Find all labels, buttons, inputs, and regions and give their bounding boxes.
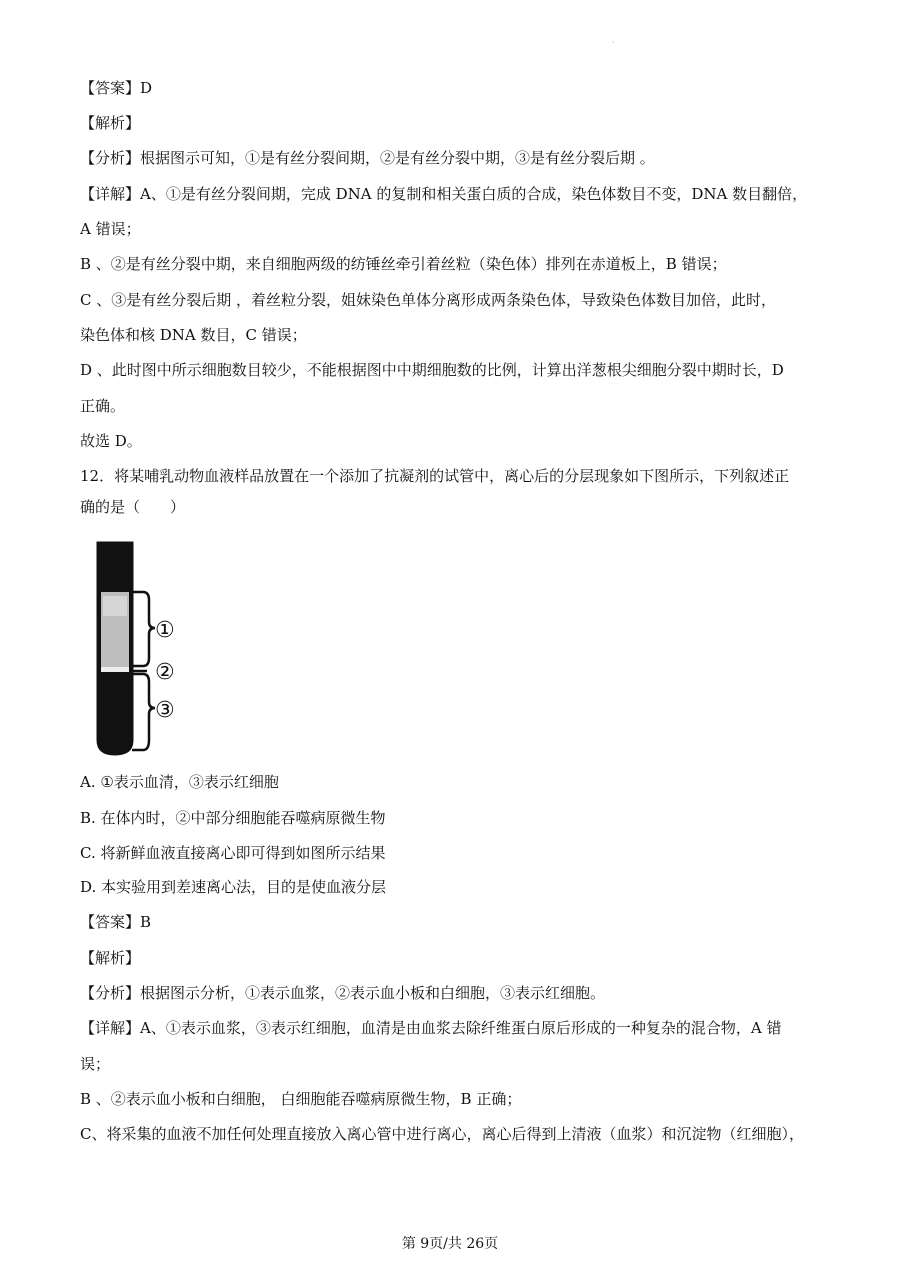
centrifuge-tube-figure bbox=[95, 540, 195, 760]
detail-line: C 、③是有丝分裂后期 ，着丝粒分裂，姐妹染色单体分离形成两条染色体，导致染色体数目加倍，此时， bbox=[80, 291, 777, 309]
buffy-coat-layer bbox=[101, 667, 129, 672]
option-d: D. 本实验用到差速离心法，目的是使血液分层 bbox=[80, 878, 387, 896]
detail-line: A 错误； bbox=[80, 220, 141, 238]
top-mark: · bbox=[612, 38, 615, 47]
detail-line: 【详解】A、①是有丝分裂间期，完成 DNA 的复制和相关蛋白质的合成，染色体数目不变，DNA 数目翻倍， bbox=[80, 185, 808, 203]
detail-line: 【详解】A、①表示血浆，③表示红细胞，血清是由血浆去除纤维蛋白原后形成的一种复杂的混合物，A 错 bbox=[80, 1019, 782, 1037]
label-2: ② bbox=[155, 660, 175, 685]
detail-line: D 、此时图中所示细胞数目较少，不能根据图中中期细胞数的比例，计算出洋葱根尖细胞分裂中期时长，D bbox=[80, 361, 784, 379]
bracket-3 bbox=[132, 674, 155, 750]
detail-line: B 、②表示血小板和白细胞， 白细胞能吞噬病原微生物，B 正确； bbox=[80, 1090, 522, 1108]
page-footer: 第 9页/共 26页 bbox=[401, 1236, 499, 1252]
detail-line: C、将采集的血液不加任何处理直接放入离心管中进行离心，离心后得到上清液（血浆）和沉淀物（红细胞）， bbox=[80, 1125, 804, 1143]
plasma-highlight bbox=[103, 596, 127, 616]
question-stem: 12．将某哺乳动物血液样品放置在一个添加了抗凝剂的试管中，离心后的分层现象如下图所示，下列叙述正 bbox=[80, 467, 790, 485]
choice-line: 故选 D。 bbox=[80, 432, 142, 450]
option-a: A. ①表示血清，③表示红细胞 bbox=[80, 773, 279, 791]
detail-line: 正确。 bbox=[80, 397, 126, 415]
answer-line: 【答案】D bbox=[80, 79, 153, 97]
label-1: ① bbox=[155, 618, 175, 643]
detail-line: 误； bbox=[80, 1055, 111, 1073]
bracket-1 bbox=[132, 592, 155, 666]
question-stem: 确的是（ ） bbox=[80, 498, 186, 516]
analysis-heading: 【解析】 bbox=[80, 114, 141, 132]
analysis-text: 【分析】根据图示分析，①表示血浆，②表示血小板和白细胞，③表示红细胞。 bbox=[80, 984, 606, 1002]
answer-line: 【答案】B bbox=[80, 913, 152, 931]
analysis-heading: 【解析】 bbox=[80, 949, 141, 967]
label-3: ③ bbox=[155, 698, 175, 723]
detail-line: 染色体和核 DNA 数目，C 错误； bbox=[80, 326, 307, 344]
analysis-text: 【分析】根据图示可知，①是有丝分裂间期，②是有丝分裂中期，③是有丝分裂后期 。 bbox=[80, 149, 655, 167]
option-c: C. 将新鲜血液直接离心即可得到如图所示结果 bbox=[80, 844, 386, 862]
detail-line: B 、②是有丝分裂中期，来自细胞两级的纺锤丝牵引着丝粒（染色体）排列在赤道板上，B 错误； bbox=[80, 255, 727, 273]
option-b: B. 在体内时，②中部分细胞能吞噬病原微生物 bbox=[80, 809, 386, 827]
